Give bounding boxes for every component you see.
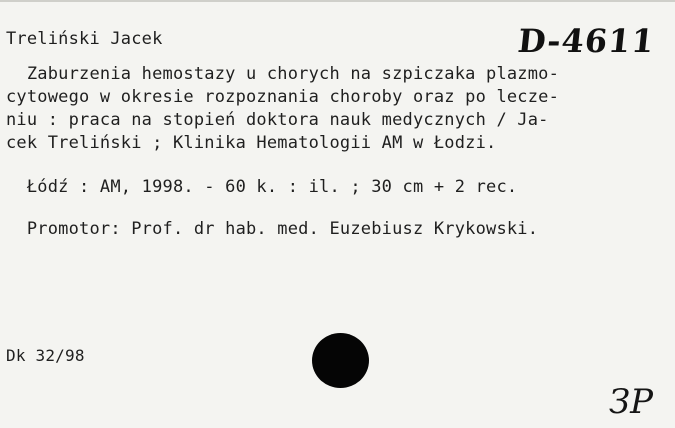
description-line-1: Zaburzenia hemostazy u chorych na szpiczaka plazmo-	[6, 64, 560, 84]
shelf-mark: Dk 32/98	[6, 346, 85, 365]
imprint-line: Łódź : AM, 1998. - 60 k. : il. ; 30 cm + 2 rec.	[6, 177, 518, 197]
handwritten-initials: ЗР	[608, 382, 653, 422]
description-line-3: niu : praca na stopień doktora nauk medycznych / Ja-	[6, 110, 549, 130]
card-top-edge	[0, 0, 675, 2]
call-number: D-4611	[516, 22, 657, 60]
punch-hole	[312, 333, 369, 388]
description-line-4: cek Treliński ; Klinika Hematologii AM w Łodzi.	[6, 133, 497, 153]
promotor-line: Promotor: Prof. dr hab. med. Euzebiusz Krykowski.	[6, 219, 539, 239]
description-line-2: cytowego w okresie rozpoznania choroby oraz po lecze-	[6, 87, 560, 107]
author-heading: Treliński Jacek	[6, 29, 163, 49]
